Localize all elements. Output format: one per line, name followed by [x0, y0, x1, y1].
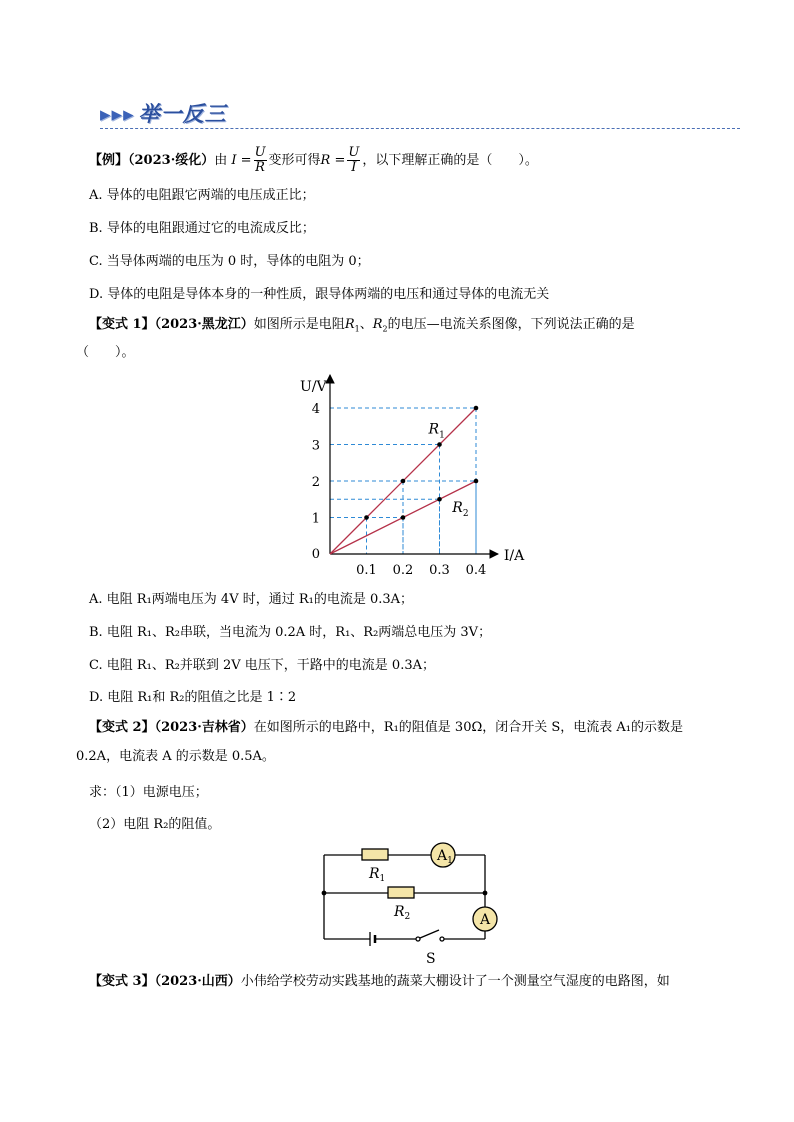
circuit-diagram — [318, 838, 508, 968]
y-tick-label-0: 1 — [311, 511, 320, 527]
v1-option-a: A. 电阻 R₁两端电压为 4V 时，通过 R₁的电流是 0.3A； — [89, 592, 414, 607]
banner-divider — [100, 128, 740, 129]
eq2-den: I — [351, 160, 357, 175]
y-tick-label-1: 2 — [311, 475, 320, 490]
series-label-r1: $R_1$ — [428, 421, 445, 441]
x-tick-label-0: 0.1 — [356, 563, 377, 578]
eq2-num: U — [348, 145, 360, 160]
example-text-b: 变形可得 — [268, 153, 321, 168]
v1-tag: 【变式 1】 — [89, 317, 155, 332]
x-axis-label: I/A — [503, 548, 525, 564]
v1-option-d: D. 电阻 R₁和 R₂的阻值之比是 1∶2 — [89, 690, 297, 705]
eq2-fraction — [347, 146, 360, 175]
r1-label: $R_1$ — [369, 866, 386, 884]
point-r2-1 — [437, 497, 442, 502]
origin-label: 0 — [311, 547, 320, 562]
resistor-r1 — [362, 849, 388, 860]
section-banner — [100, 98, 227, 128]
v1-stem-b: 的电压—电流关系图像，下列说法正确的是 — [387, 317, 635, 332]
r2-label: $R_2$ — [394, 904, 411, 922]
ammeter-a-label: A — [480, 912, 491, 928]
example-tag: 【例】 — [89, 153, 129, 168]
point-r2-0 — [401, 515, 406, 520]
v1-option-c: C. 电阻 R₁、R₂并联到 2V 电压下，干路中的电流是 0.3A； — [89, 658, 435, 673]
x-tick-label-2: 0.3 — [429, 563, 450, 578]
junction-right — [483, 891, 488, 896]
ammeter-a1-label: $A_1$ — [437, 848, 453, 866]
point-r1-0 — [364, 515, 369, 520]
y-tick-label-2: 3 — [311, 438, 320, 454]
series-label-r2: $R_2$ — [452, 500, 469, 520]
ui-chart — [280, 365, 540, 580]
point-r2-2 — [474, 479, 479, 484]
eq1-lhs: I = — [231, 153, 252, 168]
y-tick-label-3: 4 — [311, 402, 320, 417]
v2-question-2: （2）电阻 R₂的阻值。 — [89, 817, 221, 832]
v1-stem: 【变式 1】（2023·黑龙江）如图所示是电阻$R_1$、$R_2$的电压—电流关系图像，下列说法正确的是 — [89, 317, 635, 334]
x-tick-label-1: 0.2 — [392, 563, 414, 578]
switch-contact-right — [440, 937, 444, 941]
v2-question-1: 求：（1）电源电压； — [89, 785, 208, 800]
v1-option-b: B. 电阻 R₁、R₂串联，当电流为 0.2A 时，R₁、R₂两端总电压为 3V； — [89, 625, 492, 640]
v1-stem-a: 如图所示是电阻 — [253, 317, 345, 332]
example-option-c: C. 当导体两端的电压为 0 时，导体的电阻为 0； — [89, 254, 370, 269]
v1-stem-line2: （ ）。 — [76, 345, 135, 360]
eq1-num: U — [254, 145, 266, 160]
v3-text: 小伟给学校劳动实践基地的蔬菜大棚设计了一个测量空气湿度的电路图，如 — [240, 974, 670, 989]
v3-tag: 【变式 3】 — [89, 974, 155, 989]
eq2-lhs: R = — [320, 153, 346, 168]
y-axis-label: U/V — [300, 379, 327, 396]
switch-label: S — [426, 951, 436, 967]
example-option-b: B. 导体的电阻跟通过它的电流成反比； — [89, 221, 315, 236]
switch-lever — [420, 930, 439, 938]
example-stem — [89, 146, 538, 175]
example-source: （2023·绥化） — [128, 153, 215, 168]
v2-tag: 【变式 2】 — [89, 720, 155, 735]
v3-stem — [89, 972, 670, 992]
eq1-den: R — [255, 160, 265, 175]
v1-sep: 、 — [359, 317, 373, 332]
example-text-c: ，以下理解正确的是（ ）。 — [362, 153, 538, 168]
point-r1-1 — [401, 479, 406, 484]
v1-source: （2023·黑龙江） — [154, 317, 254, 332]
v3-source: （2023·山西） — [154, 974, 241, 989]
x-tick-label-3: 0.4 — [465, 563, 487, 578]
v2-line2: 0.2A，电流表 A 的示数是 0.5A。 — [76, 749, 275, 764]
example-option-a: A. 导体的电阻跟它两端的电压成正比； — [89, 188, 315, 203]
v2-stem — [89, 718, 683, 738]
resistor-r2 — [388, 887, 414, 898]
point-r1-3 — [474, 406, 479, 411]
banner-title: 举一反三 — [138, 102, 227, 126]
switch-contact-left — [416, 937, 420, 941]
example-text-a: 由 — [214, 153, 228, 168]
example-option-d: D. 导体的电阻是导体本身的一种性质，跟导体两端的电压和通过导体的电流无关 — [89, 287, 550, 302]
eq1-fraction — [254, 146, 267, 175]
v1-r1: R — [344, 317, 355, 332]
point-r1-2 — [437, 442, 442, 447]
v2-line1: 在如图所示的电路中，R₁的阻值是 30Ω，闭合开关 S，电流表 A₁的示数是 — [253, 720, 684, 735]
junction-left — [322, 891, 327, 896]
v2-source: （2023·吉林省） — [154, 720, 254, 735]
banner-arrows: ▸▸▸ — [100, 102, 135, 126]
v1-r2: R — [372, 317, 383, 332]
